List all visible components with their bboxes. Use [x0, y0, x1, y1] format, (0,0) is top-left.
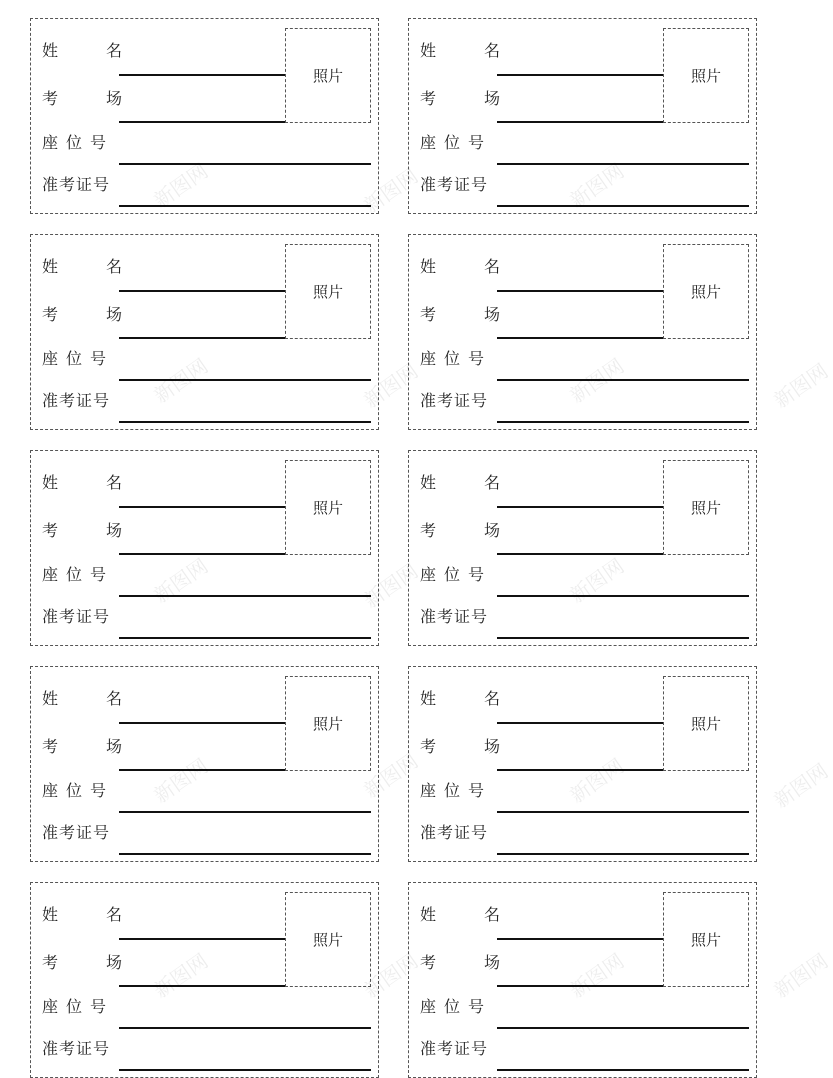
name-label-char-1: 姓 — [420, 41, 437, 60]
ticket-label-char-1: 准 — [420, 1039, 437, 1058]
photo-box[interactable] — [663, 892, 749, 987]
exam-room-label — [42, 738, 122, 756]
room-label-char-2: 场 — [106, 953, 123, 972]
seat-number-label — [420, 134, 484, 152]
exam-room-label — [420, 738, 500, 756]
ticket-label-char-1: 准 — [420, 607, 437, 626]
ticket-label-char-3: 证 — [454, 607, 471, 626]
admission-card-r3-c2 — [408, 450, 757, 646]
name-label-char-2: 名 — [106, 905, 123, 924]
name-field-line[interactable] — [497, 722, 663, 724]
ticket-label-char-3: 证 — [454, 823, 471, 842]
room-label-char-1: 考 — [420, 89, 437, 108]
seat-label-char-2: 位 — [66, 781, 83, 800]
ticket-label-char-1: 准 — [420, 391, 437, 410]
admission-ticket-label — [42, 824, 110, 842]
exam-room-field-line[interactable] — [497, 553, 663, 555]
ticket-label-char-2: 考 — [437, 607, 454, 626]
seat-number-label — [42, 782, 106, 800]
name-field-line[interactable] — [119, 290, 285, 292]
admission-ticket-label — [420, 608, 488, 626]
exam-room-label — [420, 306, 500, 324]
seat-number-field-line[interactable] — [119, 1027, 371, 1029]
photo-label: 照片 — [312, 931, 343, 949]
name-label — [42, 474, 122, 492]
seat-label-char-2: 位 — [66, 349, 83, 368]
name-label — [420, 690, 500, 708]
room-label-char-2: 场 — [484, 89, 501, 108]
ticket-label-char-2: 考 — [437, 1039, 454, 1058]
seat-number-field-line[interactable] — [119, 811, 371, 813]
photo-label: 照片 — [312, 283, 343, 301]
ticket-label-char-4: 号 — [93, 175, 110, 194]
room-label-char-2: 场 — [484, 305, 501, 324]
name-label-char-2: 名 — [484, 905, 501, 924]
ticket-label-char-1: 准 — [420, 175, 437, 194]
watermark-text: 新图网 — [359, 558, 423, 613]
admission-ticket-field-line[interactable] — [497, 853, 749, 855]
ticket-label-char-4: 号 — [93, 1039, 110, 1058]
seat-label-char-2: 位 — [66, 997, 83, 1016]
photo-label: 照片 — [690, 715, 721, 733]
admission-ticket-label — [420, 824, 488, 842]
room-label-char-2: 场 — [106, 89, 123, 108]
ticket-label-char-4: 号 — [93, 391, 110, 410]
ticket-label-char-1: 准 — [42, 823, 59, 842]
watermark-text: 新图网 — [359, 163, 423, 218]
seat-label-char-3: 号 — [90, 781, 107, 800]
name-label-char-1: 姓 — [420, 905, 437, 924]
seat-label-char-3: 号 — [468, 997, 485, 1016]
admission-card-r2-c2 — [408, 234, 757, 430]
seat-label-char-3: 号 — [468, 349, 485, 368]
name-field-line[interactable] — [497, 74, 663, 76]
seat-label-char-2: 位 — [66, 133, 83, 152]
admission-ticket-field-line[interactable] — [497, 637, 749, 639]
ticket-label-char-2: 考 — [59, 1039, 76, 1058]
seat-label-char-1: 座 — [42, 997, 59, 1016]
name-field-line[interactable] — [119, 722, 285, 724]
name-label-char-2: 名 — [484, 689, 501, 708]
photo-box[interactable] — [285, 28, 371, 123]
exam-room-field-line[interactable] — [497, 121, 663, 123]
room-label-char-1: 考 — [42, 89, 59, 108]
photo-box[interactable] — [285, 676, 371, 771]
admission-card-r5-c1 — [30, 882, 379, 1078]
seat-number-field-line[interactable] — [119, 595, 371, 597]
seat-label-char-2: 位 — [444, 781, 461, 800]
name-label — [42, 690, 122, 708]
ticket-label-char-1: 准 — [42, 607, 59, 626]
photo-box[interactable] — [663, 676, 749, 771]
name-field-line[interactable] — [119, 506, 285, 508]
exam-room-label — [420, 522, 500, 540]
admission-ticket-label — [420, 392, 488, 410]
seat-label-char-1: 座 — [420, 781, 437, 800]
exam-room-label — [42, 90, 122, 108]
admission-card-r4-c1 — [30, 666, 379, 862]
ticket-label-char-3: 证 — [454, 1039, 471, 1058]
exam-room-label — [420, 954, 500, 972]
exam-room-field-line[interactable] — [119, 553, 285, 555]
seat-number-field-line[interactable] — [497, 379, 749, 381]
seat-number-field-line[interactable] — [497, 811, 749, 813]
ticket-label-char-4: 号 — [471, 607, 488, 626]
admission-ticket-label — [42, 1040, 110, 1058]
ticket-label-char-2: 考 — [59, 823, 76, 842]
name-field-line[interactable] — [119, 938, 285, 940]
ticket-label-char-3: 证 — [76, 823, 93, 842]
name-label — [42, 906, 122, 924]
name-field-line[interactable] — [497, 290, 663, 292]
photo-box[interactable] — [663, 460, 749, 555]
name-label-char-2: 名 — [106, 257, 123, 276]
admission-ticket-field-line[interactable] — [497, 1069, 749, 1071]
name-label-char-1: 姓 — [42, 689, 59, 708]
seat-number-label — [420, 782, 484, 800]
photo-label: 照片 — [690, 499, 721, 517]
name-label-char-2: 名 — [484, 257, 501, 276]
ticket-label-char-3: 证 — [76, 391, 93, 410]
seat-number-label — [42, 566, 106, 584]
photo-box[interactable] — [285, 244, 371, 339]
seat-label-char-1: 座 — [42, 133, 59, 152]
photo-label: 照片 — [312, 499, 343, 517]
admission-card-r4-c2 — [408, 666, 757, 862]
watermark-text: 新图网 — [769, 948, 833, 1003]
seat-number-label — [420, 350, 484, 368]
admission-ticket-field-line[interactable] — [119, 853, 371, 855]
admission-ticket-field-line[interactable] — [119, 205, 371, 207]
name-label-char-2: 名 — [484, 41, 501, 60]
photo-label: 照片 — [312, 67, 343, 85]
photo-label: 照片 — [312, 715, 343, 733]
ticket-label-char-4: 号 — [471, 175, 488, 194]
seat-label-char-1: 座 — [42, 781, 59, 800]
room-label-char-2: 场 — [484, 737, 501, 756]
seat-number-label — [420, 566, 484, 584]
name-field-line[interactable] — [119, 74, 285, 76]
watermark-text: 新图网 — [359, 748, 423, 803]
photo-label: 照片 — [690, 283, 721, 301]
seat-label-char-2: 位 — [444, 997, 461, 1016]
seat-label-char-3: 号 — [468, 565, 485, 584]
admission-ticket-field-line[interactable] — [119, 1069, 371, 1071]
seat-label-char-1: 座 — [420, 565, 437, 584]
watermark-text: 新图网 — [359, 948, 423, 1003]
seat-label-char-3: 号 — [468, 781, 485, 800]
name-label — [42, 258, 122, 276]
exam-room-field-line[interactable] — [119, 769, 285, 771]
room-label-char-1: 考 — [420, 737, 437, 756]
room-label-char-2: 场 — [484, 521, 501, 540]
exam-room-field-line[interactable] — [497, 769, 663, 771]
seat-label-char-1: 座 — [420, 133, 437, 152]
room-label-char-1: 考 — [420, 521, 437, 540]
admission-card-r1-c2 — [408, 18, 757, 214]
seat-label-char-2: 位 — [444, 133, 461, 152]
exam-room-field-line[interactable] — [497, 985, 663, 987]
exam-room-label — [420, 90, 500, 108]
seat-number-label — [42, 998, 106, 1016]
exam-room-label — [42, 306, 122, 324]
name-label-char-2: 名 — [484, 473, 501, 492]
photo-box[interactable] — [663, 28, 749, 123]
room-label-char-1: 考 — [42, 305, 59, 324]
exam-room-label — [42, 522, 122, 540]
ticket-label-char-1: 准 — [42, 391, 59, 410]
room-label-char-1: 考 — [42, 521, 59, 540]
exam-room-field-line[interactable] — [119, 121, 285, 123]
seat-label-char-3: 号 — [90, 349, 107, 368]
name-label — [420, 474, 500, 492]
room-label-char-1: 考 — [420, 953, 437, 972]
seat-number-label — [420, 998, 484, 1016]
admission-card-r1-c1 — [30, 18, 379, 214]
ticket-label-char-3: 证 — [76, 607, 93, 626]
name-field-line[interactable] — [497, 506, 663, 508]
seat-label-char-3: 号 — [90, 997, 107, 1016]
name-label-char-1: 姓 — [42, 41, 59, 60]
seat-label-char-1: 座 — [42, 349, 59, 368]
seat-number-field-line[interactable] — [119, 379, 371, 381]
admission-ticket-field-line[interactable] — [497, 205, 749, 207]
ticket-label-char-4: 号 — [93, 607, 110, 626]
name-label-char-1: 姓 — [420, 257, 437, 276]
admission-ticket-label — [42, 608, 110, 626]
ticket-label-char-4: 号 — [471, 391, 488, 410]
seat-number-field-line[interactable] — [497, 595, 749, 597]
admission-ticket-field-line[interactable] — [119, 637, 371, 639]
ticket-label-char-1: 准 — [420, 823, 437, 842]
ticket-label-char-3: 证 — [76, 1039, 93, 1058]
room-label-char-1: 考 — [420, 305, 437, 324]
admission-ticket-label — [420, 1040, 488, 1058]
seat-number-field-line[interactable] — [497, 1027, 749, 1029]
ticket-label-char-4: 号 — [471, 1039, 488, 1058]
exam-room-field-line[interactable] — [497, 337, 663, 339]
photo-box[interactable] — [285, 892, 371, 987]
seat-label-char-3: 号 — [90, 565, 107, 584]
watermark-text: 新图网 — [769, 358, 833, 413]
room-label-char-2: 场 — [106, 305, 123, 324]
room-label-char-1: 考 — [42, 953, 59, 972]
ticket-label-char-2: 考 — [59, 175, 76, 194]
room-label-char-2: 场 — [484, 953, 501, 972]
ticket-label-char-1: 准 — [42, 1039, 59, 1058]
name-field-line[interactable] — [497, 938, 663, 940]
ticket-label-char-2: 考 — [437, 391, 454, 410]
ticket-label-char-1: 准 — [42, 175, 59, 194]
seat-label-char-3: 号 — [468, 133, 485, 152]
name-label-char-2: 名 — [106, 41, 123, 60]
ticket-label-char-3: 证 — [454, 391, 471, 410]
admission-card-r5-c2 — [408, 882, 757, 1078]
exam-room-label — [42, 954, 122, 972]
ticket-label-char-2: 考 — [437, 823, 454, 842]
seat-number-label — [42, 350, 106, 368]
seat-label-char-3: 号 — [90, 133, 107, 152]
name-label-char-1: 姓 — [42, 905, 59, 924]
ticket-label-char-4: 号 — [93, 823, 110, 842]
seat-label-char-1: 座 — [42, 565, 59, 584]
seat-number-label — [42, 134, 106, 152]
name-label-char-1: 姓 — [42, 257, 59, 276]
ticket-label-char-2: 考 — [59, 607, 76, 626]
admission-card-r2-c1 — [30, 234, 379, 430]
seat-number-field-line[interactable] — [497, 163, 749, 165]
ticket-label-char-2: 考 — [437, 175, 454, 194]
exam-room-field-line[interactable] — [119, 985, 285, 987]
name-label — [420, 258, 500, 276]
seat-number-field-line[interactable] — [119, 163, 371, 165]
admission-ticket-label — [42, 176, 110, 194]
photo-label: 照片 — [690, 67, 721, 85]
name-label — [420, 42, 500, 60]
name-label-char-1: 姓 — [42, 473, 59, 492]
ticket-label-char-3: 证 — [454, 175, 471, 194]
seat-label-char-1: 座 — [420, 349, 437, 368]
seat-label-char-2: 位 — [444, 349, 461, 368]
ticket-label-char-4: 号 — [471, 823, 488, 842]
exam-room-field-line[interactable] — [119, 337, 285, 339]
seat-label-char-2: 位 — [66, 565, 83, 584]
seat-label-char-2: 位 — [444, 565, 461, 584]
watermark-text: 新图网 — [769, 758, 833, 813]
admission-ticket-label — [42, 392, 110, 410]
ticket-label-char-3: 证 — [76, 175, 93, 194]
name-label-char-1: 姓 — [420, 473, 437, 492]
photo-box[interactable] — [285, 460, 371, 555]
ticket-label-char-2: 考 — [59, 391, 76, 410]
seat-label-char-1: 座 — [420, 997, 437, 1016]
admission-card-r3-c1 — [30, 450, 379, 646]
photo-label: 照片 — [690, 931, 721, 949]
room-label-char-2: 场 — [106, 737, 123, 756]
room-label-char-2: 场 — [106, 521, 123, 540]
admission-ticket-label — [420, 176, 488, 194]
name-label — [420, 906, 500, 924]
name-label-char-2: 名 — [106, 689, 123, 708]
photo-box[interactable] — [663, 244, 749, 339]
name-label-char-2: 名 — [106, 473, 123, 492]
watermark-text: 新图网 — [359, 358, 423, 413]
name-label — [42, 42, 122, 60]
admission-ticket-field-line[interactable] — [497, 421, 749, 423]
name-label-char-1: 姓 — [420, 689, 437, 708]
room-label-char-1: 考 — [42, 737, 59, 756]
admission-ticket-field-line[interactable] — [119, 421, 371, 423]
